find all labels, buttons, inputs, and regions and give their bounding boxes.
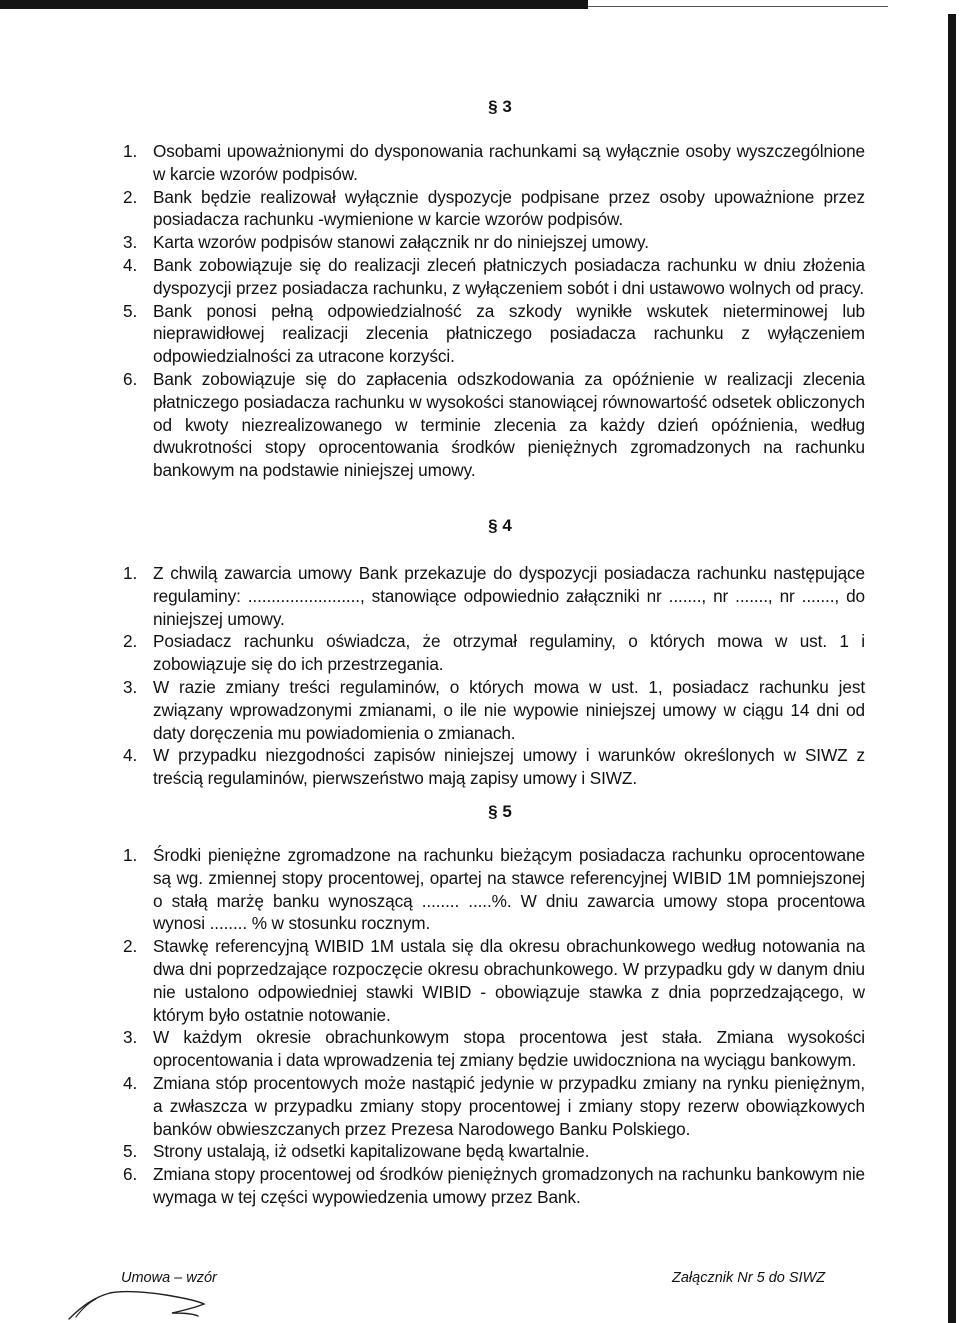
item-text: Osobami upoważnionymi do dysponowania rachunkami są wyłącznie osoby wyszczególnione w karcie wzorów podpisów.	[153, 141, 865, 184]
list-item	[120, 231, 865, 254]
handwritten-signature	[66, 1283, 216, 1323]
item-number: 3.	[123, 676, 138, 697]
list-item	[120, 254, 865, 300]
item-text: Z chwilą zawarcia umowy Bank przekazuje do dyspozycji posiadacza rachunku następujące regulaminy: ........................, stanowiące odpowiednio załączniki nr ......., nr ......., nr ......., do niniejszej umowy.	[153, 563, 865, 629]
footer-left: Umowa – wzór	[121, 1270, 217, 1286]
item-number: 4.	[123, 254, 138, 275]
list-item	[120, 676, 865, 744]
item-text: Bank zobowiązuje się do realizacji zleceń płatniczych posiadacza rachunku w dniu złożenia dyspozycji przez posiadacza rachunku, z wyłączeniem sobót i dni ustawowo wolnych od pracy.	[153, 254, 865, 298]
footer-right: Załącznik Nr 5 do SIWZ	[672, 1270, 826, 1286]
item-number: 2.	[123, 186, 138, 207]
item-text: Bank będzie realizował wyłącznie dyspozycje podpisane przez osoby upoważnione przez posiadacza rachunku -wymienione w karcie wzorów podpisów.	[153, 186, 865, 230]
section-4-title: § 4	[488, 516, 512, 535]
item-number: 6.	[123, 368, 138, 389]
list-item	[120, 630, 865, 676]
item-text: Bank ponosi pełną odpowiedzialność za szkody wynikłe wskutek nieterminowej lub nieprawidłowej realizacji zlecenia płatniczego posiadacza rachunku z wyłączeniem odpowiedzialności za utracone korzyści.	[153, 300, 865, 367]
item-number: 3.	[123, 1027, 138, 1048]
item-number: 4.	[123, 745, 138, 766]
item-text: Strony ustalają, iż odsetki kapitalizowane będą kwartalnie.	[153, 1141, 590, 1162]
section-5-title: § 5	[488, 802, 512, 821]
scan-border-right	[948, 14, 956, 1323]
list-item	[120, 844, 865, 935]
list-item	[120, 368, 865, 482]
list-item	[120, 1026, 865, 1072]
item-text: Środki pieniężne zgromadzone na rachunku bieżącym posiadacza rachunku oprocentowane są wg. zmiennej stopy procentowej, opartej na stawce referencyjnej WIBID 1M pomniejszonej o stałą marżę banku wynoszącą ........ .....%. W dniu zawarcia umowy stopa procentowa wynosi ........ % w stosunku rocznym.	[153, 845, 865, 934]
section-3-body	[120, 140, 865, 482]
item-number: 5.	[123, 1141, 138, 1162]
item-number: 2.	[123, 936, 138, 957]
list-item	[120, 935, 865, 1026]
section-4-body	[120, 562, 865, 790]
list-item	[120, 1163, 865, 1209]
item-text: W razie zmiany treści regulaminów, o których mowa w ust. 1, posiadacz rachunku jest związany wprowadzonymi zmianami, o ile nie wypowie niniejszej umowy w ciągu 14 dni od daty doręczenia mu powiadomienia o zmianach.	[153, 676, 865, 743]
item-text: Bank zobowiązuje się do zapłacenia odszkodowania za opóźnienie w realizacji zlecenia płatniczego posiadacza rachunku w wysokości stanowiącej równowartość odsetek obliczonych od kwoty niezrealizowanego w terminie zlecenia za każdy dzień opóźnienia, według dwukrotności stopy oprocentowania środków pieniężnych zgromadzonych na rachunku bankowym na podstawie niniejszej umowy.	[153, 368, 865, 481]
scan-line-top	[588, 6, 888, 7]
list-item	[120, 140, 865, 186]
list-item	[120, 562, 865, 630]
item-number: 6.	[123, 1164, 138, 1185]
item-number: 1.	[123, 563, 138, 583]
item-number: 1.	[123, 845, 138, 865]
item-number: 3.	[123, 232, 138, 253]
item-text: Posiadacz rachunku oświadcza, że otrzymał regulaminy, o których mowa w ust. 1 i zobowiązuje się do ich przestrzegania.	[153, 631, 865, 675]
section-5-body	[120, 844, 865, 1209]
item-text: Karta wzorów podpisów stanowi załącznik nr do niniejszej umowy.	[153, 232, 649, 253]
item-number: 4.	[123, 1072, 138, 1093]
scan-border-top	[0, 0, 588, 9]
item-text: Zmiana stóp procentowych może nastąpić jedynie w przypadku zmiany na rynku pieniężnym, a zwłaszcza w przypadku zmiany stopy procentowej i zmiany stopy rezerw obowiązkowych banków obwieszczanych przez Prezesa Narodowego Banku Polskiego.	[153, 1072, 865, 1139]
item-number: 5.	[123, 300, 138, 321]
section-3-title: § 3	[488, 97, 512, 116]
item-text: W każdym okresie obrachunkowym stopa procentowa jest stała. Zmiana wysokości oprocentowania i data wprowadzenia tej zmiany będzie uwidoczniona na wyciągu bankowym.	[153, 1027, 865, 1071]
list-item	[120, 186, 865, 232]
item-number: 2.	[123, 631, 138, 652]
item-number: 1.	[123, 141, 138, 161]
item-text: Zmiana stopy procentowej od środków pieniężnych gromadzonych na rachunku bankowym nie wymaga w tej części wypowiedzenia umowy przez Bank.	[153, 1164, 865, 1207]
item-text: Stawkę referencyjną WIBID 1M ustala się dla okresu obrachunkowego według notowania na dwa dni poprzedzające rozpoczęcie okresu obrachunkowego. W przypadku gdy w danym dniu nie ustalono odpowiedniej stawki WIBID - obowiązuje stawka z dnia poprzedzającego, w którym było ostatnie notowanie.	[153, 936, 865, 1025]
list-item	[120, 300, 865, 368]
list-item	[120, 744, 865, 790]
list-item	[120, 1140, 865, 1163]
list-item	[120, 1072, 865, 1140]
item-text: W przypadku niezgodności zapisów niniejszej umowy i warunków określonych w SIWZ z treścią regulaminów, pierwszeństwo mają zapisy umowy i SIWZ.	[153, 745, 865, 789]
